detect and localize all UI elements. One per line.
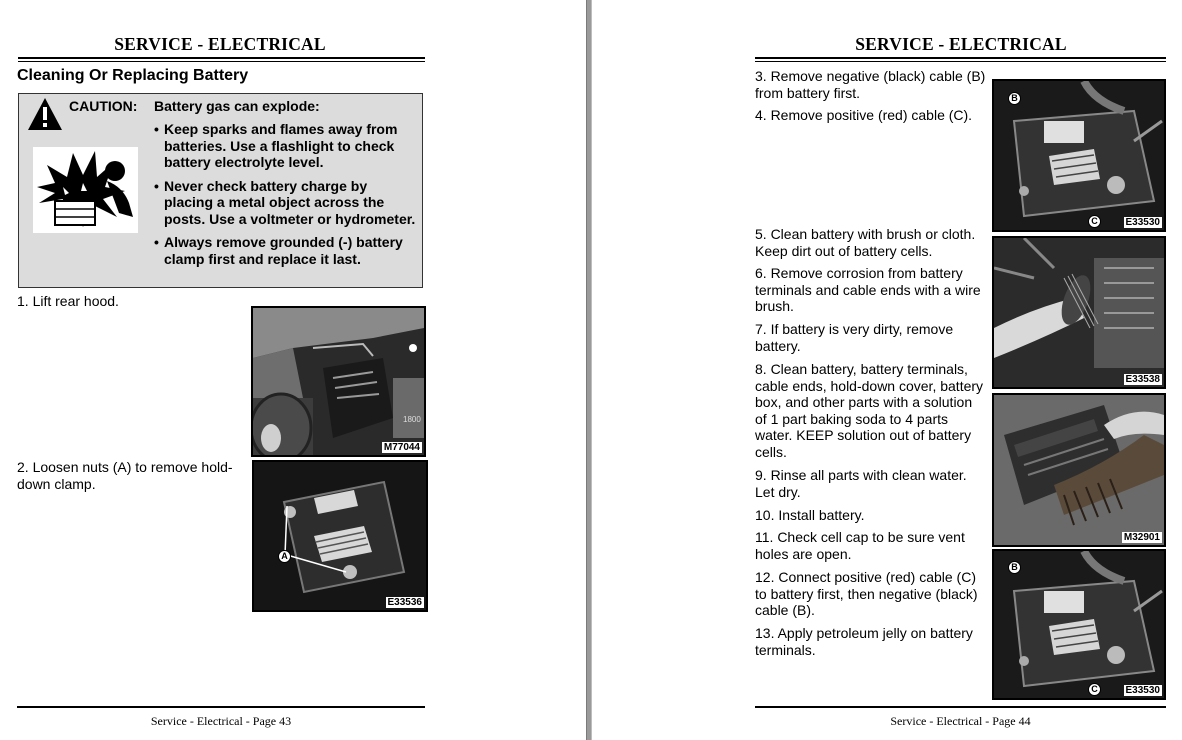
step-8: 8. Clean battery, battery terminals, cable ends, hold-down cover, battery box, and other parts with a solution of 1 part baking soda to 4 parts water. KEEP solution out of battery cells.: [755, 361, 984, 460]
figure-id: E33536: [387, 597, 422, 608]
figure-id: M32901: [1123, 532, 1160, 543]
callout-b: B: [1008, 561, 1021, 574]
rear-hood-photo: [251, 306, 426, 457]
step-13: 13. Apply petroleum jelly on battery terminals.: [755, 625, 973, 658]
caution-title: Battery gas can explode:: [154, 98, 320, 114]
step-4: 4. Remove positive (red) cable (C).: [755, 107, 973, 123]
step-2: 2. Loosen nuts (A) to remove hold-down clamp.: [17, 459, 233, 492]
step-5: 5. Clean battery with brush or cloth. Keep dirt out of battery cells.: [755, 226, 976, 259]
caution-bullet: • Never check battery charge by placing a metal object across the posts. Use a voltmeter or hydrometer.: [154, 178, 416, 228]
battery-explosion-icon: [33, 147, 138, 233]
svg-text:1800: 1800: [403, 415, 421, 424]
page-footer: Service - Electrical - Page 44: [890, 714, 1031, 728]
battery-reconnect-photo: [992, 549, 1166, 700]
callout-c: C: [1088, 215, 1101, 228]
caution-bullet: • Keep sparks and flames away from batteries. Use a flashlight to check battery electrolyte level.: [154, 121, 416, 171]
step-10: 10. Install battery.: [755, 507, 865, 523]
callout-c: C: [1088, 683, 1101, 696]
figure-id: E33538: [1125, 374, 1160, 385]
figure-id: E33530: [1125, 217, 1160, 228]
page-header: SERVICE - ELECTRICAL: [114, 34, 326, 54]
step-11: 11. Check cell cap to be sure vent holes are open.: [755, 529, 965, 562]
callout-b: B: [1008, 92, 1021, 105]
step-3: 3. Remove negative (black) cable (B) from battery first.: [755, 68, 986, 101]
step-9: 9. Rinse all parts with clean water. Let dry.: [755, 467, 967, 500]
hold-down-clamp-photo: [252, 460, 428, 612]
battery-cables-photo: [992, 79, 1166, 232]
callout-a: A: [278, 550, 291, 563]
battery-cleaning-photo: [992, 393, 1166, 547]
caution-bullets: [154, 121, 416, 274]
caution-box: [18, 93, 423, 288]
footer-rule: [755, 706, 1166, 708]
figure-id: M77044: [383, 442, 420, 453]
page-header: SERVICE - ELECTRICAL: [855, 34, 1067, 54]
figure-id: E33530: [1125, 685, 1160, 696]
caution-label: CAUTION:: [69, 98, 138, 114]
header-rule: [755, 57, 1166, 62]
left-page: [0, 0, 586, 740]
right-page: [592, 0, 1182, 740]
wire-brush-photo: [992, 236, 1166, 389]
step-7: 7. If battery is very dirty, remove battery.: [755, 321, 954, 354]
caution-bullet: • Always remove grounded (-) battery clamp first and replace it last.: [154, 234, 416, 267]
header-rule: [18, 57, 425, 62]
warning-triangle-icon: [27, 97, 63, 131]
page-footer: Service - Electrical - Page 43: [150, 714, 292, 728]
section-title: Cleaning Or Replacing Battery: [17, 67, 249, 84]
step-12: 12. Connect positive (red) cable (C) to battery first, then negative (black) cable (B).: [755, 569, 978, 618]
step-6: 6. Remove corrosion from battery terminals and cable ends with a wire brush.: [755, 265, 981, 314]
footer-rule: [17, 706, 425, 708]
step-1: 1. Lift rear hood.: [17, 293, 119, 309]
